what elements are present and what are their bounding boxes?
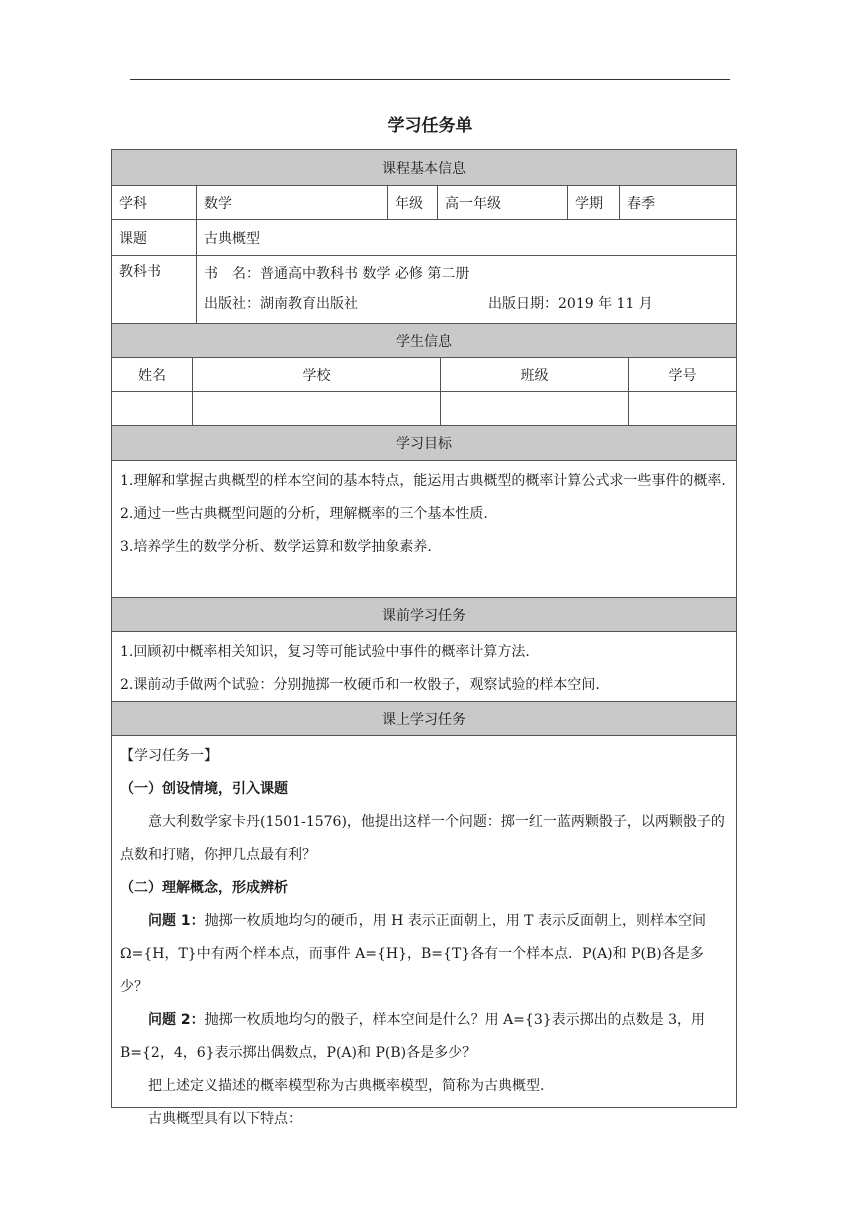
section-one-title: （一）创设情境，引入课题 xyxy=(120,781,288,797)
name-cell[interactable] xyxy=(112,392,192,425)
question-one xyxy=(120,905,728,1004)
grade-value: 高一年级 xyxy=(437,186,567,219)
pre-class-header xyxy=(112,597,736,631)
header-rule xyxy=(130,79,730,80)
question-two-text: 抛掷一枚质地均匀的骰子，样本空间是什么？用 A={3}表示掷出的点数是 3，用 B={2，4，6}表示掷出偶数点，P(A)和 P(B)各是多少？ xyxy=(120,1012,705,1061)
subject-value: 数学 xyxy=(196,186,387,219)
publisher: 出版社：湖南教育出版社 xyxy=(204,296,358,312)
pre-class-item: 2.课前动手做两个试验：分别抛掷一枚硬币和一枚骰子，观察试验的样本空间. xyxy=(120,677,600,693)
in-class-body xyxy=(112,735,736,1127)
textbook-row xyxy=(112,255,736,323)
definition-text: 把上述定义描述的概率模型称为古典概率模型，简称为古典概型. xyxy=(148,1078,545,1094)
question-one-label: 问题 1： xyxy=(148,913,205,929)
school-cell[interactable] xyxy=(192,392,440,425)
objectives-body xyxy=(112,460,736,597)
course-basic-row xyxy=(112,185,736,219)
topic-row xyxy=(112,219,736,255)
objectives-header-label: 学习目标 xyxy=(396,436,452,452)
features-intro-text: 古典概型具有以下特点： xyxy=(148,1111,302,1127)
objective-item: 1.理解和掌握古典概型的样本空间的基本特点，能运用古典概型的概率计算公式求一些事件的概率. xyxy=(120,473,726,489)
question-one-text: 抛掷一枚质地均匀的硬币，用 H 表示正面朝上，用 T 表示反面朝上，则样本空间Ω={H，T}中有两个样本点，而事件 A={H}，B={T}各有一个样本点．P(A)和 P(B)各是多少？ xyxy=(120,913,706,995)
question-two-label: 问题 2： xyxy=(148,1012,205,1028)
task-one-label: 【学习任务一】 xyxy=(120,748,218,764)
course-info-header-label: 课程基本信息 xyxy=(382,160,466,177)
section-one-text: 意大利数学家卡丹(1501-1576)，他提出这样一个问题：掷一红一蓝两颗骰子，以两颗骰子的点数和打赌，你押几点最有利？ xyxy=(120,814,725,863)
class-column-header: 班级 xyxy=(440,358,628,391)
student-id-cell[interactable] xyxy=(628,392,736,425)
in-class-header xyxy=(112,701,736,735)
student-info-header-label: 学生信息 xyxy=(396,333,452,350)
textbook-label: 教科书 xyxy=(119,264,161,280)
pre-class-body xyxy=(112,631,736,701)
pre-class-item: 1.回顾初中概率相关知识，复习等可能试验中事件的概率计算方法. xyxy=(120,644,530,660)
question-two xyxy=(120,1004,728,1070)
document-title: 学习任务单 xyxy=(387,116,473,136)
publisher-line xyxy=(204,289,729,319)
grade-label: 年级 xyxy=(387,186,437,219)
publish-date: 出版日期：2019 年 11 月 xyxy=(488,296,653,312)
topic-label: 课题 xyxy=(119,230,147,247)
in-class-header-label: 课上学习任务 xyxy=(382,711,466,728)
objective-item: 3.培养学生的数学分析、数学运算和数学抽象素养. xyxy=(120,539,432,555)
class-cell[interactable] xyxy=(440,392,628,425)
pre-class-header-label: 课前学习任务 xyxy=(382,607,466,624)
objectives-header xyxy=(112,425,736,460)
school-column-header: 学校 xyxy=(192,358,440,391)
objective-item: 2.通过一些古典概型问题的分析，理解概率的三个基本性质. xyxy=(120,506,488,522)
textbook-detail xyxy=(196,256,736,323)
course-info-header xyxy=(112,150,736,185)
student-info-header xyxy=(112,323,736,357)
textbook-name: 书 名：普通高中教科书 数学 必修 第二册 xyxy=(204,266,470,282)
name-column-header: 姓名 xyxy=(138,367,166,384)
task-sheet-table xyxy=(111,149,737,1127)
section-two-title: （二）理解概念，形成辨析 xyxy=(120,880,288,896)
student-entry-row xyxy=(112,391,736,425)
term-value: 春季 xyxy=(619,186,736,219)
student-columns-row xyxy=(112,357,736,391)
topic-value: 古典概型 xyxy=(196,220,736,255)
student-id-column-header: 学号 xyxy=(628,358,736,391)
subject-label: 学科 xyxy=(119,195,147,212)
term-label: 学期 xyxy=(567,186,619,219)
